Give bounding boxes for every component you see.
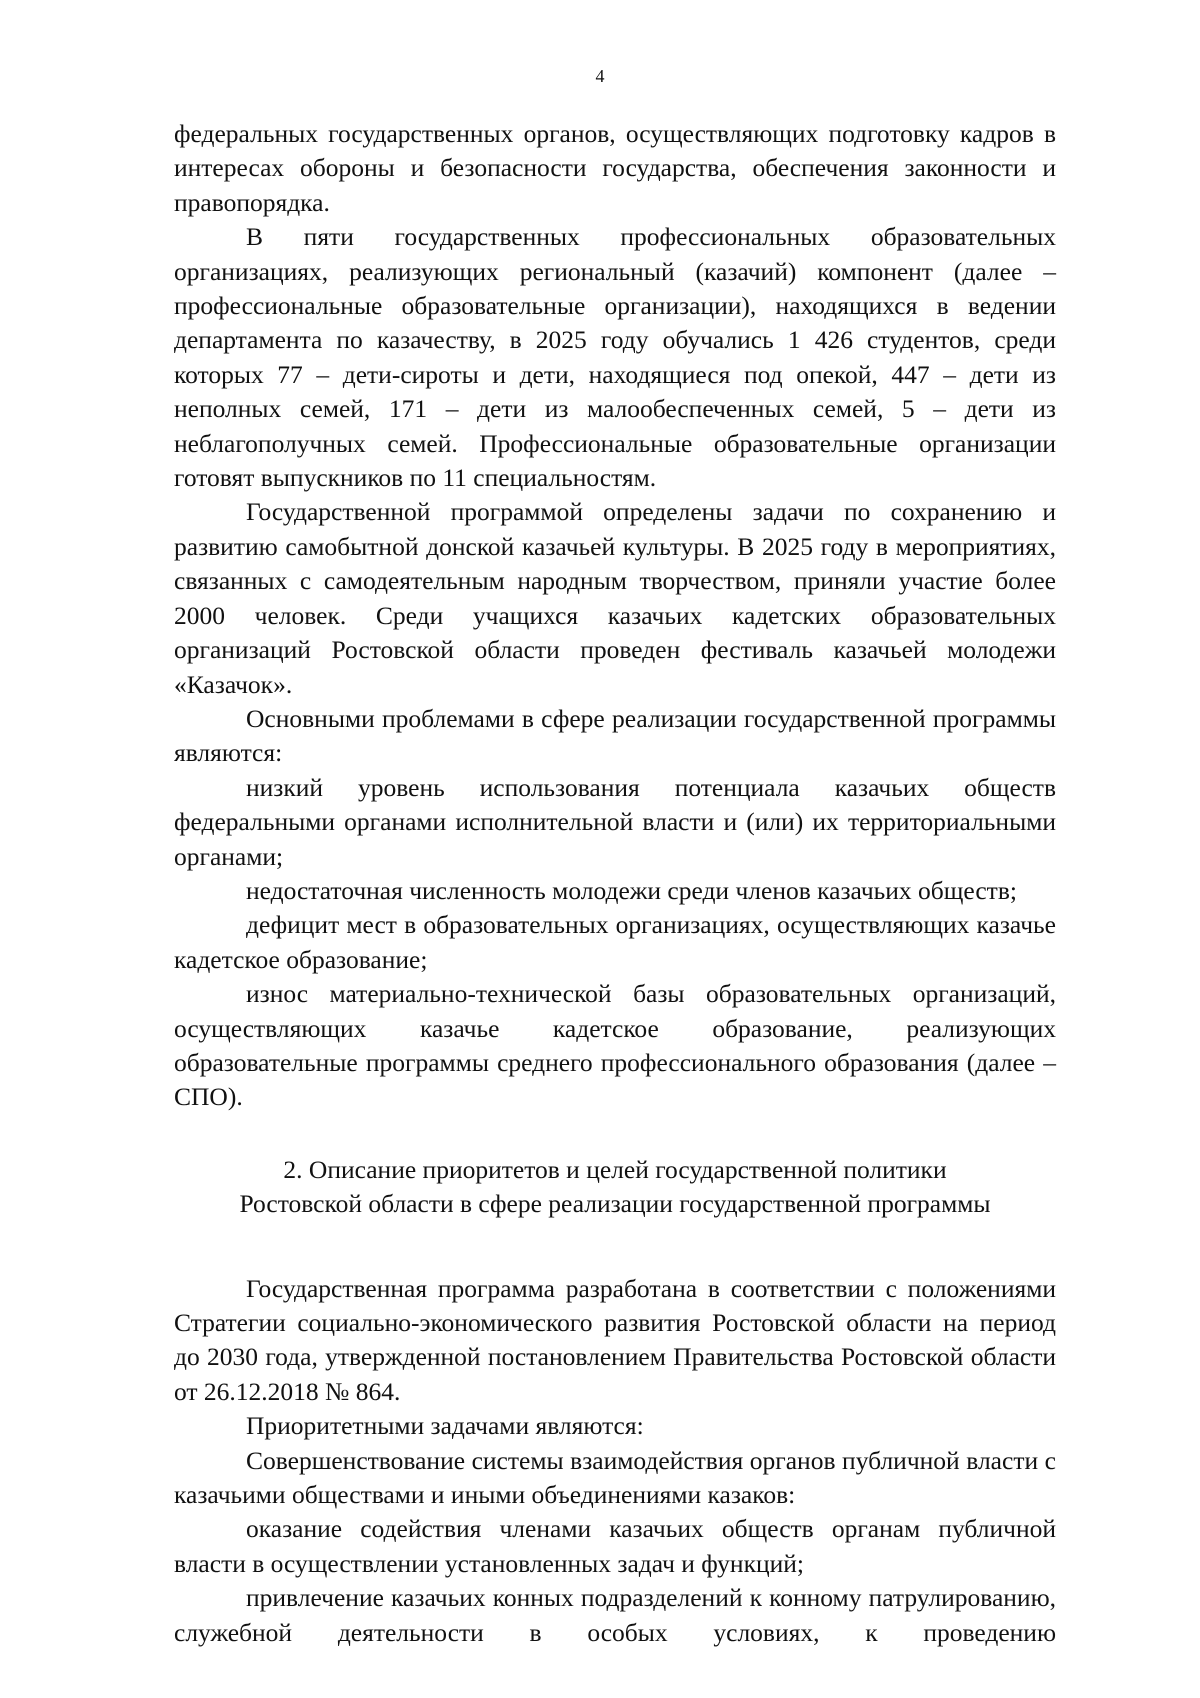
section-heading-line-2: Ростовской области в сфере реализации государственной программы — [239, 1189, 991, 1219]
paragraph-strategy: Государственная программа разработана в соответствии с положениями Стратегии социально-экономического развития Ростовской области на период до 2030 года, утвержденной постановлением Правительства Ростовской области от 26.12.2018 № 864. — [174, 1273, 1056, 1406]
paragraph-priority-patrol: привлечение казачьих конных подразделений к конному патрулированию, служебной деятельности в особых условиях, к проведению — [174, 1583, 1056, 1647]
paragraph-culture: Государственной программой определены задачи по сохранению и развитию самобытной донской казачьей культуры. В 2025 году в мероприятиях, связанных с самодеятельным народным творчеством, приняли участие более 2000 человек. Среди учащихся казачьих кадетских образовательных организаций Ростовской области проведен фестиваль казачьей молодежи «Казачок». — [174, 497, 1056, 699]
paragraph-problem-3: дефицит мест в образовательных организациях, осуществляющих казачье кадетское образование; — [174, 910, 1056, 974]
paragraph-problems-intro: Основными проблемами в сфере реализации государственной программы являются: — [174, 703, 1056, 768]
paragraph-problem-2: недостаточная численность молодежи среди членов казачьих обществ; — [246, 875, 1017, 905]
paragraph-priority-assistance: оказание содействия членами казачьих обществ органам публичной власти в осуществлении установленных задач и функций; — [174, 1514, 1056, 1578]
paragraph-continuation: федеральных государственных органов, осуществляющих подготовку кадров в интересах обороны и безопасности государства, обеспечения законности и правопорядка. — [174, 119, 1056, 217]
page-number: 4 — [595, 66, 605, 86]
section-heading — [174, 1153, 1056, 1222]
section-heading-line-1: 2. Описание приоритетов и целей государственной политики — [283, 1154, 947, 1184]
paragraph-problem-1: низкий уровень использования потенциала казачьих обществ федеральными органами исполнительной власти и (или) их территориальными органами; — [174, 772, 1056, 871]
paragraph-problem-4: износ материально-технической базы образовательных организаций, осуществляющих казачье кадетское образование, реализующих образовательные программы среднего профессионального образования (далее – СПО). — [174, 979, 1056, 1112]
paragraph-priority-interaction: Совершенствование системы взаимодействия органов публичной власти с казачьими обществами и иными объединениями казаков: — [174, 1445, 1056, 1510]
document-body — [174, 117, 1056, 1650]
paragraph-priorities-intro: Приоритетными задачами являются: — [246, 1411, 644, 1441]
paragraph-students: В пяти государственных профессиональных образовательных организациях, реализующих региональный (казачий) компонент (далее – профессиональные образовательные организации), находящихся в ведении департамента по казачеству, в 2025 году обучались 1 426 студентов, среди которых 77 – дети-сироты и дети, находящиеся под опекой, 447 – дети из неполных семей, 171 – дети из малообеспеченных семей, 5 – дети из неблагополучных семей. Профессиональные образовательные организации готовят выпускников по 11 специальностям. — [174, 222, 1056, 493]
